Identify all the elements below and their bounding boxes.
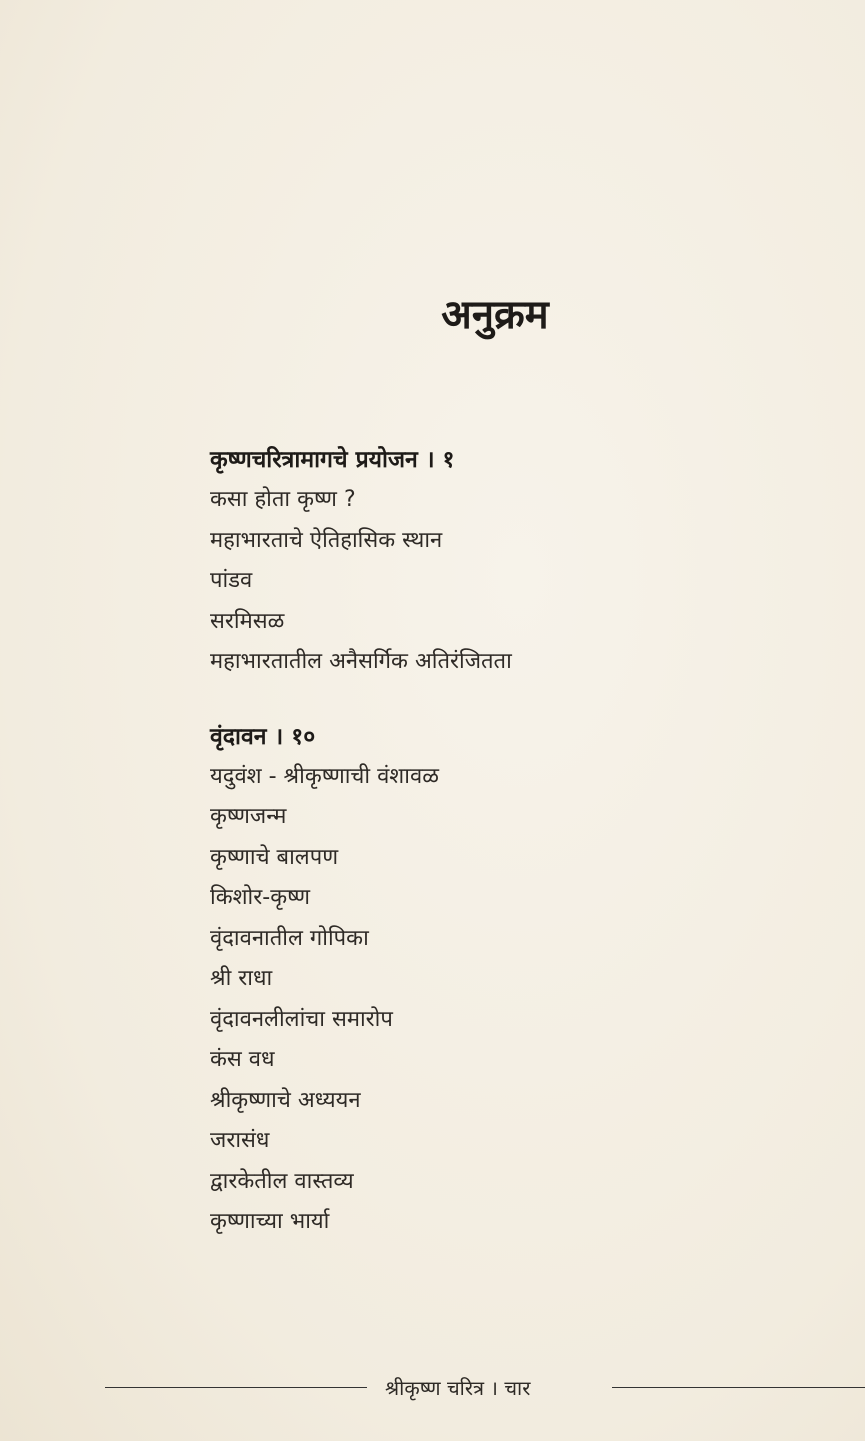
list-item: महाभारताचे ऐतिहासिक स्थान (210, 527, 443, 553)
list-item: कृष्णाचे बालपण (210, 844, 339, 870)
list-item: जरासंध (210, 1128, 270, 1153)
footer-rule-right (612, 1387, 865, 1388)
list-item: श्री राधा (210, 966, 273, 991)
list-item: कसा होता कृष्ण ? (210, 487, 356, 512)
list-item: सरमिसळ (210, 608, 285, 634)
list-item: किशोर-कृष्ण (210, 885, 311, 910)
section-items (210, 757, 810, 1243)
list-item: श्रीकृष्णाचे अध्ययन (210, 1087, 361, 1113)
toc-section (210, 717, 810, 1243)
list-item: यदुवंश - श्रीकृष्णाची वंशावळ (210, 763, 439, 789)
section-heading: वृंदावन । १० (210, 722, 316, 750)
list-item: महाभारतातील अनैसर्गिक अतिरंजितता (210, 649, 512, 674)
list-item: वृंदावनलीलांचा समारोप (210, 1006, 393, 1032)
list-item: कंस वध (210, 1047, 275, 1072)
list-item: पांडव (210, 568, 253, 593)
footer-rule-left (105, 1387, 367, 1388)
list-item: कृष्णाच्या भार्या (210, 1209, 330, 1234)
list-item: कृष्णजन्म (210, 804, 287, 829)
list-item: वृंदावनातील गोपिका (210, 925, 369, 951)
table-of-contents (210, 440, 810, 1277)
running-footer: श्रीकृष्ण चरित्र । चार (385, 1376, 531, 1400)
list-item: द्वारकेतील वास्तव्य (210, 1168, 354, 1194)
section-heading: कृष्णचरित्रामागचे प्रयोजन । १ (210, 446, 455, 473)
toc-section (210, 440, 810, 683)
page-title: अनुक्रम (441, 291, 549, 338)
page-footer (0, 1372, 865, 1404)
section-items (210, 480, 810, 683)
